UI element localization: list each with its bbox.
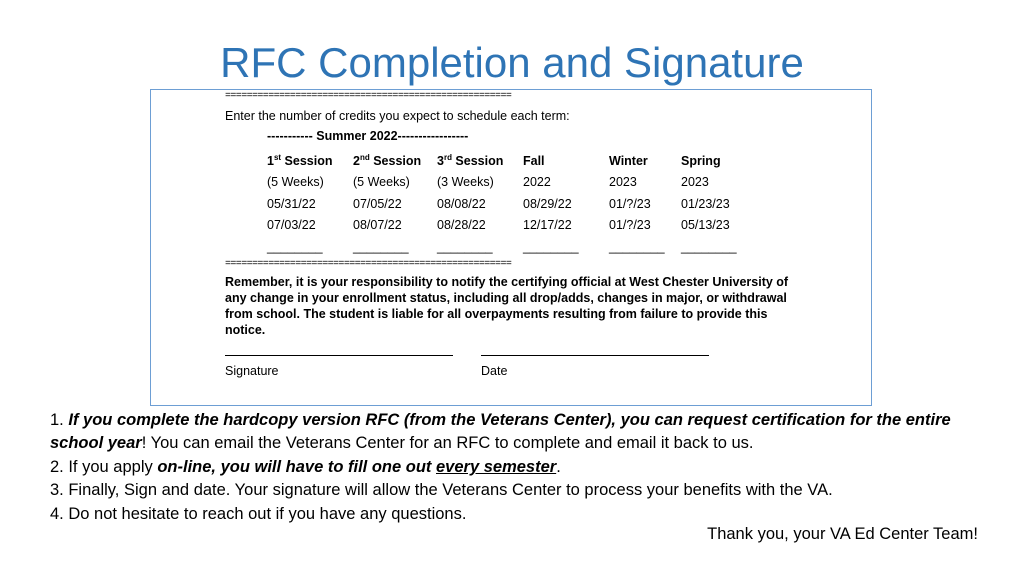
instruction-2-emphasis: on-line, you will have to fill one out bbox=[157, 457, 436, 476]
instruction-2-underline: every semester bbox=[436, 457, 557, 476]
instruction-1-emphasis: If you complete the hardcopy version RFC (from the Veterans Center), you can request certification for the entire school year bbox=[50, 411, 951, 453]
credit-blank: ________ bbox=[681, 239, 737, 254]
instruction-3: 3. Finally, Sign and date. Your signature will allow the Veterans Center to process your benefits with the VA. bbox=[50, 481, 833, 500]
credit-blank: ________ bbox=[609, 239, 665, 254]
notice-text: Remember, it is your responsibility to notify the certifying official at West Chester University of any change in your enrollment status, including all drop/adds, changes in major, or withdrawal from school. The student is liable for all overpayments resulting from failure to provide this notice. bbox=[225, 275, 789, 337]
signature-label: Signature bbox=[225, 364, 279, 378]
instruction-2 bbox=[50, 456, 990, 479]
terms-header-row bbox=[267, 150, 751, 172]
table-cell: 07/05/22 bbox=[353, 196, 402, 211]
table-cell: 05/31/22 bbox=[267, 196, 316, 211]
terms-table bbox=[267, 150, 751, 258]
table-cell: (3 Weeks) bbox=[437, 175, 494, 190]
table-cell: (5 Weeks) bbox=[353, 175, 410, 190]
credit-blank: ________ bbox=[523, 239, 579, 254]
instructions bbox=[50, 409, 990, 526]
table-cell: 08/29/22 bbox=[523, 196, 572, 211]
form-intro: Enter the number of credits you expect to schedule each term: bbox=[225, 109, 570, 123]
table-cell: 2022 bbox=[523, 175, 551, 190]
separator-bottom: ===================================================== bbox=[225, 259, 512, 270]
credit-blank: ________ bbox=[267, 239, 323, 254]
col-header-2nd-session: 2nd Session bbox=[353, 153, 422, 169]
separator-top: ===================================================== bbox=[225, 91, 512, 102]
instruction-2-start: 2. If you apply bbox=[50, 457, 158, 476]
col-header-3rd-session: 3rd Session bbox=[437, 153, 504, 169]
terms-end-row bbox=[267, 215, 751, 237]
date-line bbox=[481, 355, 709, 356]
table-cell: 01/23/23 bbox=[681, 196, 730, 211]
table-cell: 08/07/22 bbox=[353, 218, 402, 233]
date-label: Date bbox=[481, 364, 508, 378]
summer-heading: ----------- Summer 2022----------------- bbox=[267, 129, 469, 143]
col-header-spring: Spring bbox=[681, 153, 721, 168]
thank-you-note: Thank you, your VA Ed Center Team! bbox=[707, 525, 978, 543]
instruction-1 bbox=[50, 409, 990, 456]
instruction-1-rest: ! You can email the Veterans Center for an RFC to complete and email it back to us. bbox=[141, 434, 754, 453]
terms-blank-row bbox=[267, 236, 751, 258]
table-cell: 07/03/22 bbox=[267, 218, 316, 233]
instruction-2-end: . bbox=[556, 457, 561, 476]
rfc-form-image bbox=[150, 89, 872, 406]
col-header-winter: Winter bbox=[609, 153, 648, 168]
table-cell: 01/?/23 bbox=[609, 218, 651, 233]
table-cell: 08/08/22 bbox=[437, 196, 486, 211]
terms-duration-row bbox=[267, 172, 751, 194]
page-title: RFC Completion and Signature bbox=[220, 39, 804, 86]
signature-line bbox=[225, 355, 453, 356]
terms-start-row bbox=[267, 193, 751, 215]
table-cell: 2023 bbox=[681, 175, 709, 190]
instruction-4: 4. Do not hesitate to reach out if you have any questions. bbox=[50, 504, 467, 523]
table-cell: (5 Weeks) bbox=[267, 175, 324, 190]
item-number: 1. bbox=[50, 411, 69, 429]
credit-blank: ________ bbox=[437, 239, 493, 254]
table-cell: 2023 bbox=[609, 175, 637, 190]
table-cell: 01/?/23 bbox=[609, 196, 651, 211]
table-cell: 08/28/22 bbox=[437, 218, 486, 233]
table-cell: 12/17/22 bbox=[523, 218, 572, 233]
table-cell: 05/13/23 bbox=[681, 218, 730, 233]
credit-blank: ________ bbox=[353, 239, 409, 254]
col-header-1st-session: 1st Session bbox=[267, 153, 333, 169]
col-header-fall: Fall bbox=[523, 153, 545, 168]
